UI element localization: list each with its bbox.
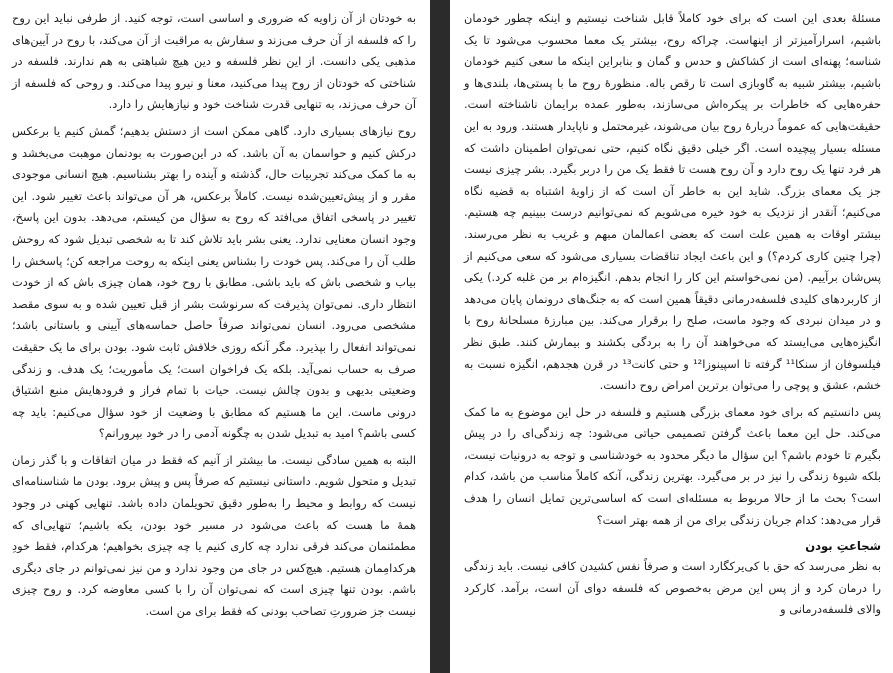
- left-paragraph-2: روح نیازهای بسیاری دارد. گاهی ممکن است از دستش بدهیم؛ گمش کنیم یا برعکس درکش کنیم و حواسمان به آن باشد. که در این‌صورت به بودنمان موهبت می‌بخشد و به ما کمک می‌کند تجربیات حال، گذشته و آینده را بهتر بشناسیم. هیچ انسانی موجودی مقرر و از پیش‌تعیین‌شده نیست. کاملاً برعکس، هر آن می‌تواند باعث تغییر شود. این تغییر در پاسخی اتفاق می‌افتد که روح به سؤال من کیستم، می‌دهد. بدون این پاسخ، وجود انسان معنایی ندارد. یعنی بشر باید تلاش کند تا به شخصی تبدیل شود که روحش طلب آن را می‌کند. پس خودت را بشناس یعنی اینکه به روحت مراجعه کن؛ پاسخش را بیاب و شخصی باش که باید باشی. مطابق با روح خود، همان چیزی باش که از خودت انتظار داری. نمی‌توان پذیرفت که سرنوشت بشر از قبل تعیین شده و به سوی مقصد مشخصی می‌رود. انسان نمی‌تواند صرفاً حاصل حماسه‌های آیینی و باستانی باشد؛ نمی‌تواند انفعال را بپذیرد. مگر آنکه روزی خلافش ثابت شود. بودن برای ما یک حقیقت صرف به حساب نمی‌آید. بلکه یک فراخوان است؛ یک مأموریت؛ یک هدف. و زندگی وضعیتی بدیهی و بدون چالش نیست. حیات با تمام فراز و فرودهایش منبع اشتیاق درونی ماست. این ما هستیم که مطابق با وضعیت از خود سؤال می‌کنیم: باید چه کسی باشم؟ امید به تبدیل شدن به چگونه آدمی را در خود بپرورانم؟: [12, 123, 416, 441]
- book-gutter: [430, 0, 450, 673]
- left-paragraph-1: به خودتان از آن زاویه که ضروری و اساسی است، توجه کنید. از طرفی نباید این روح را که فلسفه از آن حرف می‌زند و سفارش به مراقبت از آن می‌کند، با روح در آیین‌های مذهبی یکی دانست. از این نظر فلسفه و دین هیچ شباهتی به هم ندارند. فلسفه در شناختی که خودتان از روح پیدا می‌کنید، معنا و نیرو پیدا می‌کند. و روحی که فلسفه از آن حرف می‌زند، به تنهایی قدرت شناخت خود و نیازهایش را دارد.: [12, 11, 416, 112]
- right-paragraph-3: به نظر می‌رسد که حق با کی‌یرکگارد است و صرفاً نفس کشیدن کافی نیست. باید زندگی را درمان کرد و از پس این مرض به‌خصوص که فلسفه دوای آن است، برآمد. کارکرد والای فلسفه‌درمانی و: [464, 559, 881, 617]
- section-heading: شجاعتِ بودن: [805, 539, 881, 554]
- right-paragraph-2: پس دانستیم که برای خود معمای بزرگی هستیم و فلسفه در حل این موضوع به ما کمک می‌کند. حل این معما باعث گرفتن تصمیمی حیاتی می‌شود: چه زندگی‌ای را در پیش بگیرم تا خودم باشم؟ این سؤال ما دیگر محدود به خودشناسی و توجه به درونیات نیست، بلکه شیوهٔ زندگی را نیز در بر می‌گیرد. بهترین زندگی، آنکه کاملاً مناسب من باشد، کدام است؟ بحث ما از حالا مربوط به مسئله‌ای است که اساسی‌ترین تمایل انسان را هدف قرار می‌دهد: کدام جریان زندگی برای من از همه بهتر است؟: [464, 404, 881, 527]
- right-page: [450, 0, 893, 673]
- right-paragraph-1: مسئلهٔ بعدی این است که برای خود کاملاً قابل شناخت نیستیم و اینکه چطور خودمان باشیم، اسرارآمیزتر از اینهاست. چراکه روح، بیشتر یک معما محسوب می‌شود تا یک شناسه؛ پهنه‌ای است از کشاکش و حدس و گمان و بنابراین اینکه ما سعی کنیم خودمان باشیم، بیشتر شبیه به گاوبازی است تا رقص باله. منظورهٔ روح ما با پستی‌ها، بلندی‌ها و حفره‌هایی که خاطرات بر پیکره‌اش می‌سازند، به‌طور عمده برایمان ناشناخته است. حقیقت‌هایی که عموماً دربارهٔ روح بیان می‌شوند، غیرمحتمل و ناپایدار هستند. ورود به این مسئله بسیار پیچیده است. اگر خیلی دقیق نگاه کنیم، حتی نمی‌توان اطمینان داشت که هر فرد تنها یک روح دارد و آن روح هست تا فقط یک من را دربر بگیرد. بشر چیزی نیست جز یک معمای بزرگ. شاید این به خاطر آن است که از زاویهٔ اشتباه به قضیه نگاه می‌کنیم؛ آنقدر از نزدیک به خود خیره می‌شویم که نمی‌توانیم درست ببینیم چه هستیم. بیشتر اوقات به همین علت است که بعضی اعمالمان مبهم و غریب به نظر می‌رسند. (چرا چنین کاری کردم؟) و این باعث ایجاد تناقضات بسیاری می‌شود که سعی می‌کنیم از پس‌شان برآییم. (من نمی‌خواستم این کار را انجام بدهم. انگیزه‌ام بر من غلبه کرد.) یکی از کاربردهای کلیدی فلسفه‌درمانی دقیقاً همین است که به جنگ‌های درونمان پایان می‌دهد و در میدان نبردی که وجود ماست، صلح را برقرار می‌کند. بین مبارزهٔ مسلحانهٔ روح با انگیزه‌هایی می‌ایستد که می‌خواهند آن را به بردگی بکشند و بیمارش کنند. طبق نظر فیلسوفان از سنکا¹¹ گرفته تا اسپینوزا¹² و حتی کانت¹³ در قرن هجدهم، انگیزه نسبت به خشم، عشق و پوچی را می‌توان برترین امراض روح دانست.: [464, 11, 881, 393]
- left-paragraph-3: البته به همین سادگی نیست. ما بیشتر از آنیم که فقط در میان اتفاقات و با گذر زمان تبدیل و متحول شویم. داستانی نیستیم که صرفاً پس و پیش برود. بودن ما شناسنامه‌ای نیست که روابط و محیط را به‌طور دقیق تحویلمان داده باشد. تنهایی کهنی در وجود همهٔ ما هست که باعث می‌شود در مسیر خود بودن، یکه باشیم؛ تنهایی‌ای که مطمئنمان می‌کند فرقی ندارد چه کاری کنیم یا چه چیزی بخواهیم؛ هرکدام، فقط خودِ هرکدامِمان هستیم. هیچ‌کس در جای من وجود ندارد و من نیز نمی‌توانم در جای دیگری باشم. بودن تنها چیزی است که نمی‌توان آن را با کسی معاوضه کرد. و روح چیزی نیست جز ضرورتِ تصاحب بودنی که فقط برای من است.: [12, 452, 416, 619]
- left-page: [0, 0, 430, 673]
